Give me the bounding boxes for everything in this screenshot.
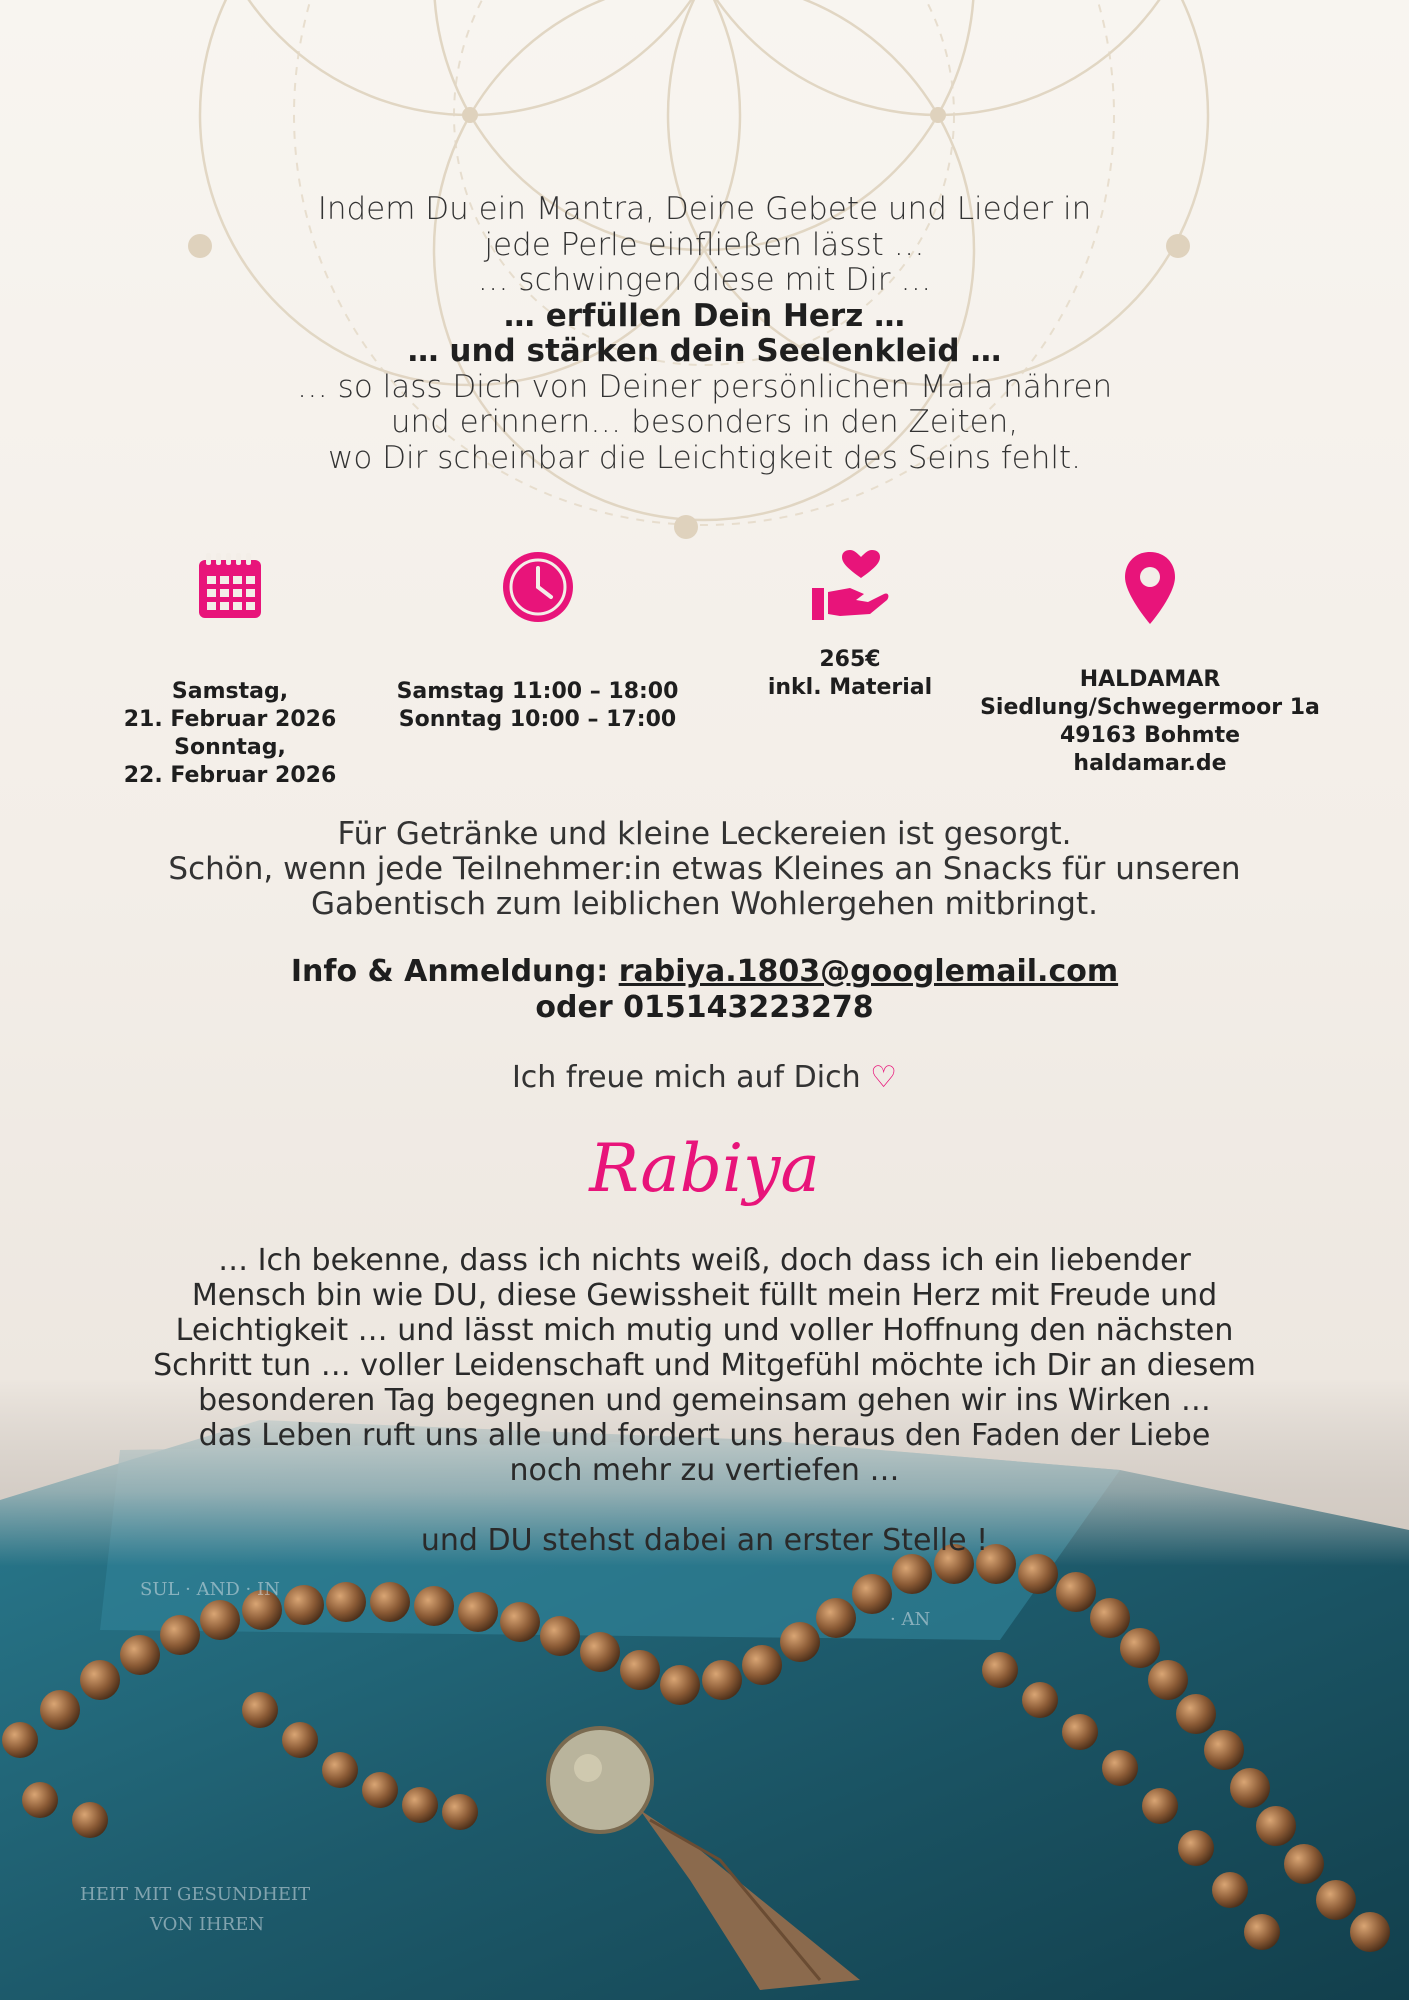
snacks-paragraph: [100, 817, 1309, 922]
event-info-row: [0, 550, 1409, 788]
intro-line-bold: … und stärken dein Seelenkleid …: [407, 333, 1002, 369]
intro-poem: [200, 192, 1209, 476]
svg-text:VON IHREN: VON IHREN: [150, 1914, 265, 1935]
clock-icon: [501, 550, 575, 624]
outro-line: Mensch bin wie DU, diese Gewissheit füllt mein Herz mit Freude und: [191, 1278, 1218, 1313]
date-line: 22. Februar 2026: [123, 763, 337, 788]
location-line: 49163 Bohmte: [1059, 723, 1241, 748]
closing-line: und DU stehst dabei an erster Stelle !: [420, 1523, 989, 1558]
date-info: [110, 550, 350, 790]
outro-line: noch mehr zu vertiefen …: [509, 1453, 900, 1488]
date-line: Samstag,: [171, 679, 289, 704]
greeting: [0, 1060, 1409, 1095]
intro-line: Indem Du ein Mantra, Deine Gebete und Lieder in: [317, 191, 1092, 227]
location-info: [970, 550, 1330, 778]
location-pin-icon: [1122, 550, 1178, 626]
svg-text:· AN: · AN: [890, 1609, 931, 1630]
intro-line-bold: … erfüllen Dein Herz …: [503, 297, 906, 334]
location-line: HALDAMAR: [1079, 667, 1221, 692]
contact-block: [0, 954, 1409, 1026]
outro-line: … Ich bekenne, dass ich nichts weiß, doch dass ich ein liebender: [218, 1243, 1191, 1278]
calendar-icon: [195, 550, 265, 622]
outro-line: Schritt tun … voller Leidenschaft und Mitgefühl möchte ich Dir an diesem: [153, 1348, 1256, 1383]
intro-line: und erinnern… besonders in den Zeiten,: [390, 404, 1019, 440]
phone-number: oder 015143223278: [535, 990, 874, 1025]
location-line: Siedlung/Schwegermoor 1a: [980, 695, 1320, 720]
location-link[interactable]: haldamar.de: [1073, 751, 1227, 776]
date-line: Sonntag,: [174, 735, 286, 760]
contact-label: Info & Anmeldung:: [290, 954, 619, 989]
intro-line: … schwingen diese mit Dir …: [477, 262, 932, 298]
intro-line: jede Perle einfließen lässt …: [484, 226, 925, 263]
price-info: [750, 550, 950, 702]
date-line: 21. Februar 2026: [123, 707, 337, 732]
signature: Rabiya: [589, 1130, 820, 1207]
intro-line: wo Dir scheinbar die Leichtigkeit des Seins fehlt.: [328, 439, 1081, 476]
price-line: inkl. Material: [767, 675, 933, 700]
heart-icon: ♡: [870, 1060, 898, 1095]
email-link[interactable]: rabiya.1803@googlemail.com: [618, 954, 1119, 989]
time-info: [390, 550, 685, 734]
snacks-line: Für Getränke und kleine Leckereien ist gesorgt.: [337, 816, 1072, 852]
outro-line: besonderen Tag begegnen und gemeinsam gehen wir ins Wirken …: [198, 1383, 1211, 1418]
time-line: Sonntag 10:00 – 17:00: [398, 707, 677, 732]
svg-text:SUL · AND · IN: SUL · AND · IN: [140, 1579, 280, 1600]
snacks-line: Schön, wenn jede Teilnehmer:in etwas Kleines an Snacks für unseren: [168, 851, 1241, 887]
heart-hand-icon: [810, 550, 890, 628]
outro-line: Leichtigkeit … und lässt mich mutig und voller Hoffnung den nächsten: [175, 1313, 1234, 1348]
outro-paragraph: [120, 1243, 1289, 1488]
time-line: Samstag 11:00 – 18:00: [396, 679, 679, 704]
greeting-text: Ich freue mich auf Dich: [511, 1060, 871, 1095]
price-line: 265€: [819, 647, 881, 672]
snacks-line: Gabentisch zum leiblichen Wohlergehen mitbringt.: [311, 886, 1098, 922]
outro-line: das Leben ruft uns alle und fordert uns heraus den Faden der Liebe: [198, 1418, 1211, 1453]
intro-line: … so lass Dich von Deiner persönlichen Mala nähren: [296, 368, 1113, 405]
svg-text:HEIT MIT GESUNDHEIT: HEIT MIT GESUNDHEIT: [80, 1884, 311, 1905]
